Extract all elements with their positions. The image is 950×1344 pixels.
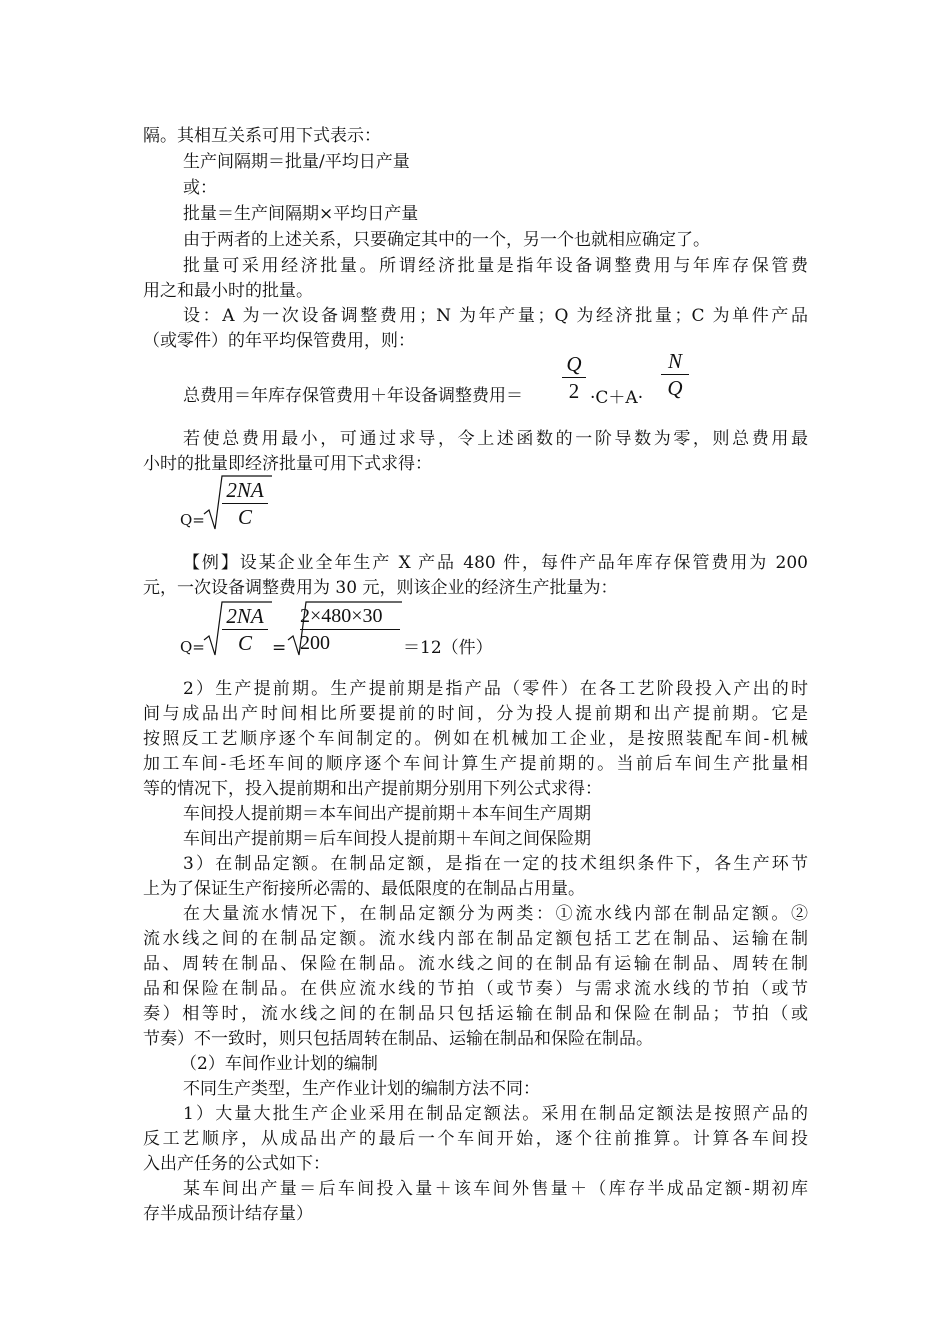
text-line: 元，一次设备调整费用为 30 元，则该企业的经济生产批量为： xyxy=(143,578,618,598)
fraction-numeric xyxy=(300,604,400,655)
text-line: 节奏）不一致时，则只包括周转在制品、运输在制品和保险在制品。 xyxy=(143,1029,653,1049)
text-line: 用之和最小时的批量。 xyxy=(143,281,313,301)
fraction-denominator: C xyxy=(237,631,252,655)
text-line: 等的情况下，投入提前期和出产提前期分别用下列公式求得： xyxy=(143,779,602,799)
text-line: 3）在制品定额。在制品定额，是指在一定的技术组织条件下，各生产环节 xyxy=(183,854,808,874)
text-line: 小时的批量即经济批量可用下式求得： xyxy=(143,454,432,474)
formula-line: 车间出产提前期＝后车间投人提前期＋车间之间保险期 xyxy=(183,829,591,849)
text-line: 间与成品出产时间相比所要提前的时间，分为投人提前期和出产提前期。它是 xyxy=(143,704,808,724)
text-line: 或： xyxy=(183,178,217,198)
fraction-numerator: 2NA xyxy=(226,604,264,628)
text-line: 加工车间-毛坯车间的顺序逐个车间计算生产提前期的。当前后车间生产批量相 xyxy=(143,754,808,774)
fraction-2na-over-c xyxy=(222,604,268,655)
text-line: 批量可采用经济批量。所谓经济批量是指年设备调整费用与年库存保管费 xyxy=(183,256,808,276)
fraction-denominator: Q xyxy=(667,376,683,400)
text-line: 按照反工艺顺序逐个车间制定的。例如在机械加工企业，是按照装配车间-机械 xyxy=(143,729,808,749)
fraction-numerator: 2×480×30 xyxy=(300,605,383,627)
text-line: 品和保险在制品。在供应流水线的节拍（或节奏）与需求流水线的节拍（或节 xyxy=(143,979,808,999)
text-line: 2）生产提前期。生产提前期是指产品（零件）在各工艺阶段投入产出的时 xyxy=(183,679,808,699)
text-line: 由于两者的上述关系，只要确定其中的一个，另一个也就相应确定了。 xyxy=(183,230,710,250)
text-line: 品、周转在制品、保险在制品。流水线之间的在制品有运输在制品、周转在制 xyxy=(143,954,808,974)
text-line: 某车间出产量＝后车间投入量＋该车间外售量＋（库存半成品定额-期初库 xyxy=(183,1179,808,1199)
text-line: 【例】设某企业全年生产 X 产品 480 件，每件产品年库存保管费用为 200 xyxy=(183,553,808,573)
text-line: （或零件）的年平均保管费用，则： xyxy=(143,331,415,351)
text-line: 1）大量大批生产企业采用在制品定额法。采用在制品定额法是按照产品的 xyxy=(183,1104,808,1124)
formula-lead-text: 总费用＝年库存保管费用＋年设备调整费用＝ xyxy=(183,386,523,406)
text-line: 流水线之间的在制品定额。流水线内部在制品定额包括工艺在制品、运输在制 xyxy=(143,929,808,949)
fraction-q-over-2 xyxy=(562,352,586,403)
text-line: 隔。其相互关系可用下式表示： xyxy=(143,126,381,146)
text-line: 在大量流水情况下，在制品定额分为两类：①流水线内部在制品定额。② xyxy=(183,904,808,924)
fraction-numerator: 2NA xyxy=(226,478,264,502)
fraction-numerator: Q xyxy=(566,352,582,376)
fraction-numerator: N xyxy=(667,349,682,373)
text-line: 入出产任务的公式如下： xyxy=(143,1154,330,1174)
text-line: 不同生产类型，生产作业计划的编制方法不同： xyxy=(183,1079,540,1099)
formula-lhs: Q= xyxy=(180,638,205,656)
fraction-denominator: 200 xyxy=(300,632,330,654)
formula-line: 生产间隔期＝批量/平均日产量 xyxy=(183,152,410,172)
fraction-2na-over-c xyxy=(222,478,268,529)
fraction-bar xyxy=(222,503,268,504)
fraction-bar xyxy=(661,374,689,375)
fraction-bar xyxy=(222,629,268,630)
text-line: 若使总费用最小，可通过求导，令上述函数的一阶导数为零，则总费用最 xyxy=(183,429,808,449)
fraction-bar xyxy=(562,377,586,378)
formula-lhs: Q= xyxy=(180,511,205,529)
text-line: 奏）相等时，流水线之间的在制品只包括运输在制品和保险在制品；节拍（或 xyxy=(143,1004,808,1024)
text-line: 反工艺顺序，从成品出产的最后一个车间开始，逐个往前推算。计算各车间投 xyxy=(143,1129,808,1149)
formula-line: 车间投人提前期＝本车间出产提前期＋本车间生产周期 xyxy=(183,804,591,824)
formula-result: ＝12（件） xyxy=(403,638,493,658)
text-line: 上为了保证生产衔接所必需的、最低限度的在制品占用量。 xyxy=(143,879,585,899)
fraction-bar xyxy=(300,629,400,630)
text-line: 存半成品预计结存量） xyxy=(143,1204,313,1224)
formula-mid-text: ·C＋A· xyxy=(590,388,644,408)
formula-line: 批量＝生产间隔期×平均日产量 xyxy=(183,204,419,224)
equals-sign: = xyxy=(272,638,287,658)
text-line: 设：A 为一次设备调整费用；N 为年产量；Q 为经济批量；C 为单件产品 xyxy=(183,306,808,326)
fraction-denominator: 2 xyxy=(568,379,580,403)
fraction-n-over-q xyxy=(661,349,689,400)
section-heading: （2）车间作业计划的编制 xyxy=(180,1054,378,1074)
fraction-denominator: C xyxy=(237,505,252,529)
